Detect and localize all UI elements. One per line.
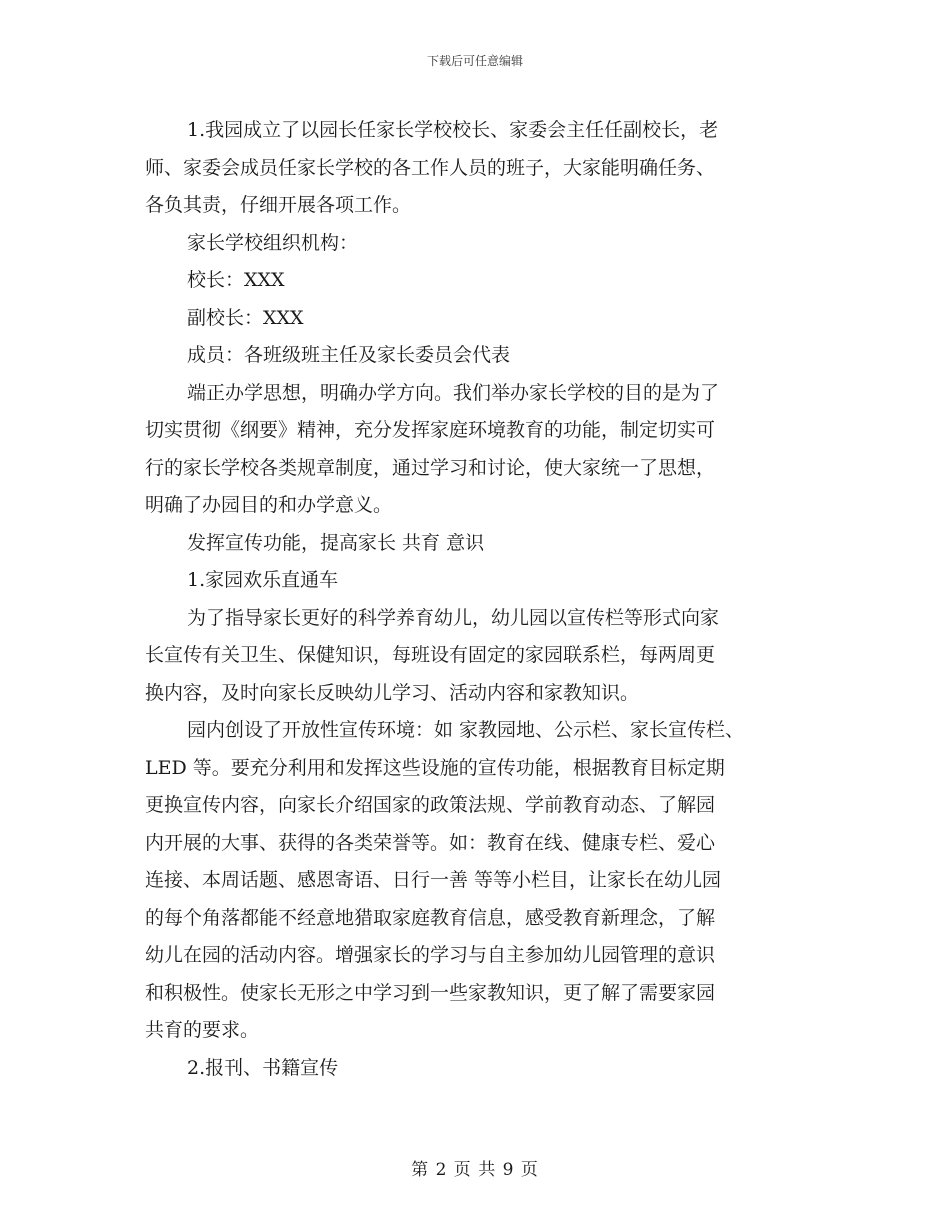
text-line: 副校长：XXX — [187, 306, 304, 329]
text-line: 师、家委会成员任家长学校的各工作人员的班子，大家能明确任务、 — [145, 156, 716, 179]
text-line: 共育的要求。 — [145, 1019, 260, 1041]
text-line: 为了指导家长更好的科学养育幼儿，幼儿园以宣传栏等形式向家 — [187, 606, 720, 629]
text-line: 连接、本周话题、感恩寄语、日行一善 等等小栏目，让家长在幼儿园 — [145, 869, 722, 891]
text-line: 成员：各班级班主任及家长委员会代表 — [187, 344, 511, 366]
page-header-note: 下载后可任意编辑 — [426, 54, 523, 68]
text-line: 和积极性。使家长无形之中学习到一些家教知识，更了解了需要家园 — [145, 981, 716, 1004]
text-line: 的每个角落都能不经意地猎取家庭教育信息，感受教育新理念，了解 — [145, 906, 716, 929]
text-line: 明确了办园目的和办学意义。 — [145, 494, 393, 516]
text-line: 校长：XXX — [187, 269, 285, 291]
text-line: 更换宣传内容，向家长介绍国家的政策法规、学前教育动态、了解园 — [145, 794, 716, 816]
text-line: 幼儿在园的活动内容。增强家长的学习与自主参加幼儿园管理的意识 — [145, 944, 716, 966]
text-line: 1.我园成立了以园长任家长学校校长、家委会主任任副校长，老 — [187, 119, 719, 141]
text-line: 1.家园欢乐直通车 — [187, 569, 339, 591]
text-line: 换内容，及时向家长反映幼儿学习、活动内容和家教知识。 — [145, 681, 640, 704]
text-line: 端正办学思想，明确办学方向。我们举办家长学校的目的是为了 — [187, 381, 720, 404]
text-line: 家长学校组织机构： — [187, 231, 359, 254]
text-line: 切实贯彻《纲要》精神，充分发挥家庭环境教育的功能，制定切实可 — [145, 419, 716, 441]
document-body — [145, 112, 805, 1087]
text-line: 发挥宣传功能，提高家长 共育 意识 — [187, 531, 485, 554]
page-number: 第 2 页 共 9 页 — [411, 1160, 539, 1180]
text-line: 2.报刊、书籍宣传 — [187, 1056, 339, 1079]
text-line: 各负其责，仔细开展各项工作。 — [145, 194, 412, 216]
text-line: 长宣传有关卫生、保健知识，每班设有固定的家园联系栏，每两周更 — [145, 644, 716, 666]
text-line: 内开展的大事、获得的各类荣誉等。如：教育在线、健康专栏、爱心 — [145, 831, 716, 854]
text-line: 园内创设了开放性宣传环境：如 家教园地、公示栏、家长宣传栏、 — [187, 719, 745, 741]
text-line: LED 等。要充分利用和发挥这些设施的宣传功能，根据教育目标定期 — [145, 756, 725, 779]
text-line: 行的家长学校各类规章制度，通过学习和讨论，使大家统一了思想， — [145, 456, 716, 479]
